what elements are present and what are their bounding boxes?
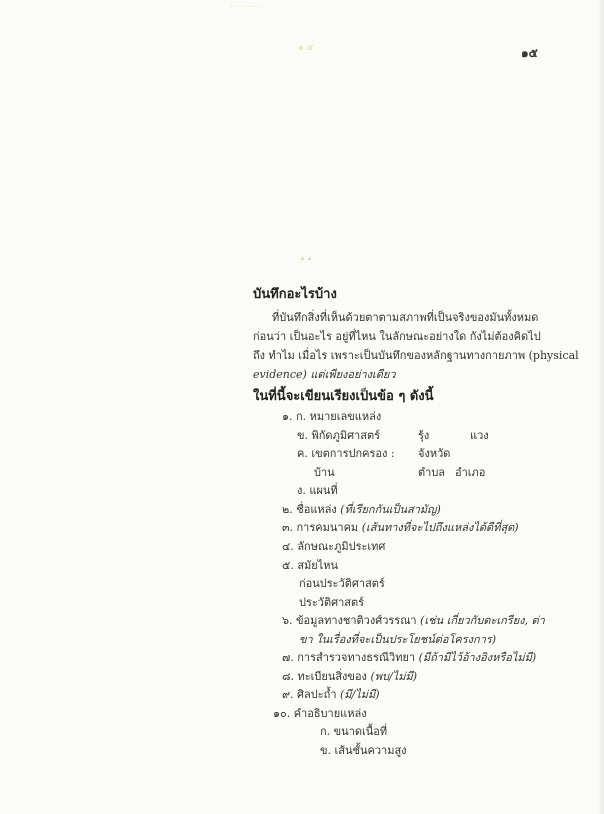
item-9 [282,685,380,703]
item-3-note: (เส้นทางที่จะไปถึงแหล่งได้ดีที่สุด) [361,521,519,534]
item-1-a: ๑. ก. หมายเลขแหล่ง [282,410,382,423]
section-title: บันทึกอะไรบ้าง [253,287,337,302]
item-6 [282,611,545,629]
item-3-label: ๓. การคมนาคม [282,521,359,534]
item-1-c-district: อำเภอ [455,466,486,479]
paragraph-line-2: ก่อนว่า เป็นอะไร อยู่ที่ไหน ในลักษณะอย่างใด กังไม่ต้องคิดไป [253,330,541,343]
item-8 [282,667,417,685]
item-1-c-province: จังหวัด [418,447,451,460]
item-5-b: ประวัติศาสตร์ [299,596,365,609]
item-10-b: ข. เส้นชั้นความสูง [320,744,407,757]
page-number: ๑๕ [521,46,538,60]
item-5-a: ก่อนประวัติศาสตร์ [299,577,385,590]
faint-header-mark: ........... [230,0,262,10]
item-8-label: ๘. ทะเบียนสิ่งของ [282,670,367,683]
item-2-note: (ที่เรียกกันเป็นสามัญ) [340,503,441,516]
item-4: ๔. ลักษณะภูมิประเทศ [282,540,386,553]
item-1-c: ค. เขตการปกครอง : [297,447,395,460]
item-7 [282,648,536,666]
faint-dots-mark: • • [300,255,312,264]
scan-shadow [597,0,604,814]
item-3 [282,518,519,536]
item-6-label: ๖. ข้อมูลทางชาติวงศ์วรรณา [282,614,417,627]
item-6-cont: ขา ในเรื่องที่จะเป็นประโยชน์ต่อโครงการ) [299,633,497,646]
list-subheading: ในที่นี้จะเขียนเรียงเป็นข้อ ๆ ดังนี้ [253,389,434,404]
item-6-note: (เช่น เกี่ยวกับตะเกรียง, ต่า [420,614,545,627]
item-5: ๕. สมัยไหน [282,559,339,572]
item-1-b-longitude: แวง [470,429,489,442]
item-2 [282,500,441,518]
item-10-a: ก. ขนาดเนื้อที่ [320,725,388,738]
item-1-c-subdistrict: ตำบล [418,466,446,479]
item-9-note: (มี/ไม่มี) [340,688,380,701]
item-1-b-latitude: รุ้ง [418,429,430,442]
item-2-label: ๒. ชื่อแหล่ง [282,503,337,516]
item-7-note: (มีถ้ามีไว้อ้างอิงหรือไม่มี) [418,651,537,664]
faint-page-mark: ๑ ๕ [298,43,314,53]
item-1-d: ง. แผนที่ [297,484,338,497]
item-1-b: ข. พิกัดภูมิศาสตร์ [297,429,380,442]
paragraph-line-1: ที่บันทึกสิ่งที่เห็นด้วยตาตามสภาพที่เป็นจริงของมันทั้งหมด [272,311,539,324]
item-10: ๑๐. คำอธิบายแหล่ง [273,707,367,720]
paragraph-line-3: ถึง ทำไม เมื่อไร เพราะเป็นบันทึกของหลักฐานทางกายภาพ (physical [253,349,579,362]
paragraph-line-4: evidence) แต่เพียงอย่างเดียว [253,368,396,381]
item-1-c-village: บ้าน [314,466,335,479]
item-7-label: ๗. การสำรวจทางธรณีวิทยา [282,651,416,664]
item-9-label: ๙. ศิลปะถ้ำ [282,688,337,701]
item-8-note: (พบ/ไม่มี) [370,670,417,683]
